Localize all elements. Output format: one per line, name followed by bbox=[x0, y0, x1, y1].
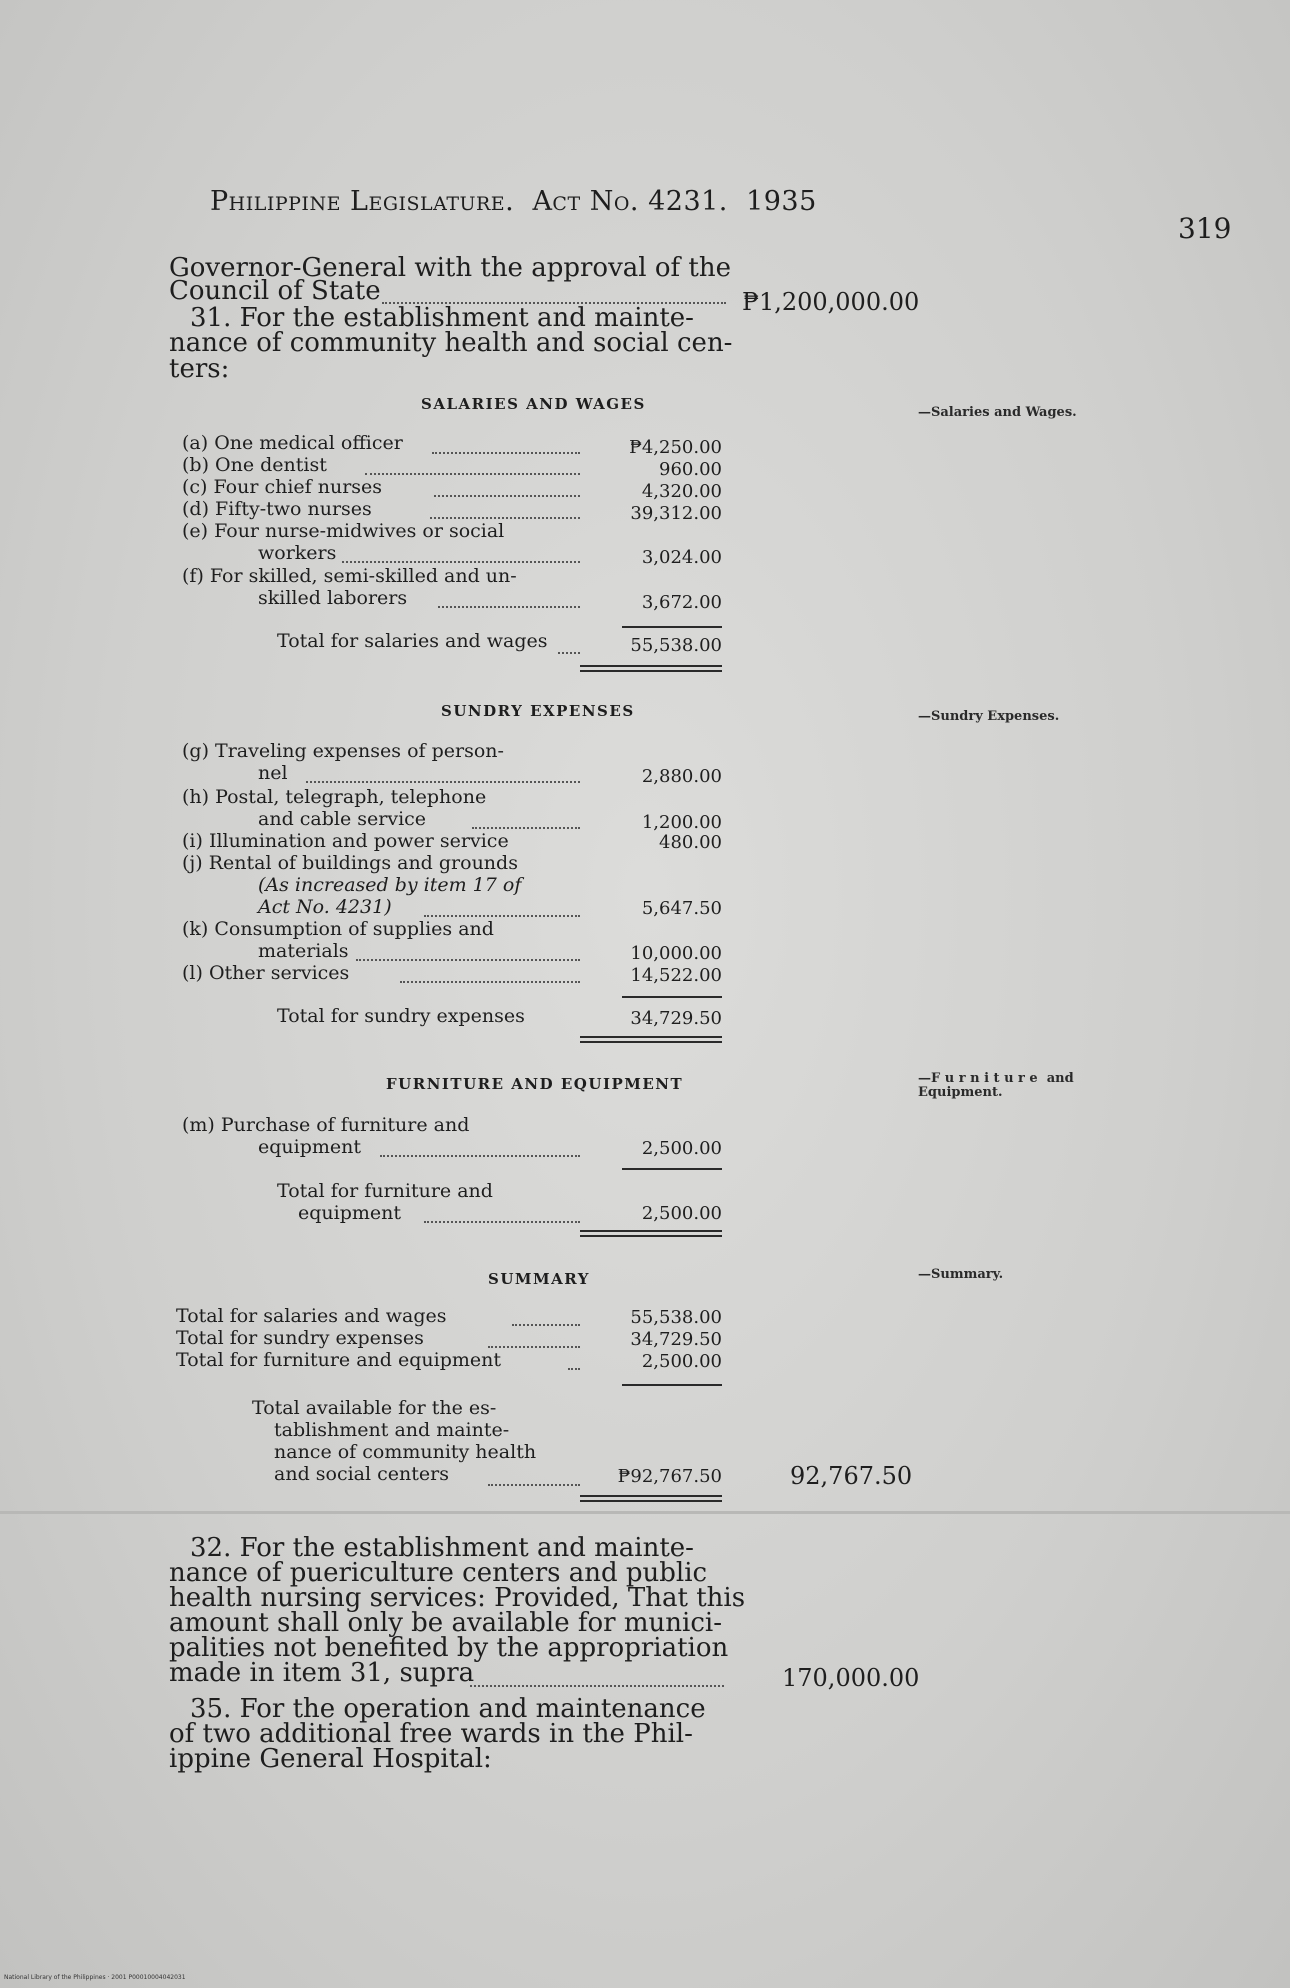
summary-margin-note: —Summary. bbox=[918, 1267, 1004, 1282]
salaries-total: 55,538.00 bbox=[630, 635, 722, 656]
sundry-amount-g: 2,880.00 bbox=[641, 766, 722, 787]
salary-item-a: (a) One medical officer bbox=[182, 432, 403, 454]
sundry-item-j-cont-1 bbox=[258, 874, 521, 896]
item32-line-5: palities not benefited by the appropriation bbox=[169, 1633, 729, 1663]
salary-item-e-cont: workers bbox=[258, 542, 337, 564]
sundry-total: 34,729.50 bbox=[630, 1008, 722, 1029]
page-fold bbox=[0, 1511, 1290, 1514]
salary-amount-e: 3,024.00 bbox=[641, 547, 722, 568]
furniture-margin-note-2: Equipment. bbox=[918, 1085, 1003, 1100]
salary-item-d: (d) Fifty-two nurses bbox=[182, 498, 372, 520]
item31-line-3: ters: bbox=[169, 354, 230, 384]
item32-line-1: 32. For the establishment and mainte- bbox=[190, 1533, 694, 1563]
running-header bbox=[210, 186, 817, 217]
leader-dots bbox=[430, 517, 580, 519]
item35-line-2: of two additional free wards in the Phil- bbox=[169, 1719, 693, 1749]
sundry-amount-i: 480.00 bbox=[659, 832, 722, 853]
sundry-item-k-cont: materials bbox=[258, 940, 349, 962]
leader-dots bbox=[512, 1324, 580, 1326]
leader-dots bbox=[432, 452, 580, 454]
salary-item-b: (b) One dentist bbox=[182, 454, 327, 476]
header-legislature: Philippine Legislature. bbox=[210, 186, 515, 217]
item32-line-3: health nursing services: Provided, That this bbox=[169, 1583, 746, 1613]
leader-dots bbox=[438, 606, 580, 608]
sundry-margin-note: —Sundry Expenses. bbox=[918, 709, 1060, 724]
furniture-item-m-cont: equipment bbox=[258, 1136, 362, 1158]
summary-row-1: Total for salaries and wages bbox=[176, 1305, 447, 1327]
leader-dots bbox=[434, 495, 580, 497]
salaries-total-label: Total for salaries and wages bbox=[277, 630, 548, 652]
rule-line bbox=[622, 1384, 722, 1386]
sundry-heading: SUNDRY EXPENSES bbox=[441, 702, 635, 720]
rule-line bbox=[622, 626, 722, 628]
sundry-total-label: Total for sundry expenses bbox=[277, 1005, 525, 1027]
salary-amount-f: 3,672.00 bbox=[641, 592, 722, 613]
summary-total-line-1: Total available for the es- bbox=[252, 1397, 497, 1419]
intro-amount: ₱1,200,000.00 bbox=[742, 288, 920, 316]
furniture-heading: FURNITURE AND EQUIPMENT bbox=[386, 1075, 684, 1093]
furniture-total: 2,500.00 bbox=[641, 1203, 722, 1224]
salary-amount-b: 960.00 bbox=[659, 459, 722, 480]
italic-note: (As increased by item 17 of bbox=[258, 874, 522, 896]
summary-row-3: Total for furniture and equipment bbox=[176, 1349, 501, 1371]
sundry-amount-l: 14,522.00 bbox=[630, 965, 722, 986]
leader-dots bbox=[380, 1155, 580, 1157]
summary-amount-1: 55,538.00 bbox=[630, 1307, 722, 1328]
item31-line-2: nance of community health and social cen- bbox=[169, 328, 733, 358]
leader-dots bbox=[342, 561, 580, 563]
salary-item-c: (c) Four chief nurses bbox=[182, 476, 383, 498]
sundry-item-h-cont: and cable service bbox=[258, 808, 427, 830]
sundry-item-l: (l) Other services bbox=[182, 962, 350, 984]
italic-note: Act No. 4231) bbox=[258, 896, 392, 918]
item35-line-1: 35. For the operation and maintenance bbox=[190, 1694, 706, 1724]
sundry-item-i: (i) Illumination and power service bbox=[182, 830, 509, 852]
item35-line-3: ippine General Hospital: bbox=[169, 1744, 492, 1774]
source-footer: National Library of the Philippines · 2001 P00010004042031 bbox=[4, 1974, 186, 1981]
leader-dots bbox=[400, 981, 580, 983]
summary-row-2: Total for sundry expenses bbox=[176, 1327, 424, 1349]
header-act: Act No. 4231. bbox=[532, 186, 728, 217]
sundry-amount-k: 10,000.00 bbox=[630, 943, 722, 964]
leader-dots bbox=[568, 1368, 580, 1370]
salaries-heading: SALARIES AND WAGES bbox=[421, 395, 646, 413]
salaries-margin-note: —Salaries and Wages. bbox=[918, 405, 1077, 420]
leader-dots bbox=[365, 473, 580, 475]
rule-line bbox=[622, 996, 722, 998]
intro-line-2: Council of State bbox=[169, 276, 381, 306]
salary-item-e: (e) Four nurse-midwives or social bbox=[182, 520, 505, 542]
salary-amount-c: 4,320.00 bbox=[641, 481, 722, 502]
furniture-amount-m: 2,500.00 bbox=[641, 1138, 722, 1159]
sundry-item-k: (k) Consumption of supplies and bbox=[182, 918, 494, 940]
furniture-margin-note-1: —F u r n i t u r e and bbox=[918, 1071, 1074, 1086]
rule-line bbox=[622, 1168, 722, 1170]
summary-total-line-2: tablishment and mainte- bbox=[274, 1419, 510, 1441]
leader-dots bbox=[356, 959, 580, 961]
furniture-total-label-1: Total for furniture and bbox=[277, 1180, 493, 1202]
sundry-item-g: (g) Traveling expenses of person- bbox=[182, 740, 504, 762]
carried-amount: 92,767.50 bbox=[790, 1462, 913, 1490]
summary-total-line-4: and social centers bbox=[274, 1463, 449, 1485]
item32-line-4: amount shall only be available for munici- bbox=[169, 1608, 722, 1638]
double-rule bbox=[580, 1036, 722, 1043]
item32-line-6: made in item 31, supra bbox=[169, 1658, 475, 1688]
salary-amount-d: 39,312.00 bbox=[630, 503, 722, 524]
salary-amount-a: ₱4,250.00 bbox=[629, 437, 722, 458]
summary-total-line-3: nance of community health bbox=[274, 1441, 537, 1463]
leader-dots bbox=[488, 1346, 580, 1348]
salary-item-f-cont: skilled laborers bbox=[258, 587, 408, 609]
sundry-item-g-cont: nel bbox=[258, 762, 288, 784]
double-rule bbox=[580, 1230, 722, 1237]
leader-dots bbox=[488, 1484, 580, 1486]
item32-amount: 170,000.00 bbox=[782, 1664, 920, 1692]
salary-item-f: (f) For skilled, semi-skilled and un- bbox=[182, 565, 517, 587]
summary-amount-2: 34,729.50 bbox=[630, 1329, 722, 1350]
page-number: 319 bbox=[1178, 212, 1232, 245]
sundry-item-h: (h) Postal, telegraph, telephone bbox=[182, 786, 487, 808]
sundry-item-j: (j) Rental of buildings and grounds bbox=[182, 852, 518, 874]
leader-dots bbox=[424, 1221, 580, 1223]
leader-dots bbox=[470, 1685, 724, 1687]
leader-dots bbox=[424, 915, 580, 917]
sundry-item-j-cont-2 bbox=[258, 896, 392, 918]
sundry-amount-j: 5,647.50 bbox=[641, 898, 722, 919]
furniture-item-m: (m) Purchase of furniture and bbox=[182, 1114, 470, 1136]
leader-dots bbox=[306, 781, 580, 783]
intro-line-1: Governor-General with the approval of the bbox=[169, 253, 731, 283]
double-rule bbox=[580, 1495, 722, 1502]
item31-line-1: 31. For the establishment and mainte- bbox=[190, 303, 694, 333]
leader-dots bbox=[558, 652, 580, 654]
furniture-total-label-2: equipment bbox=[298, 1202, 402, 1224]
leader-dots bbox=[472, 827, 580, 829]
double-rule bbox=[580, 665, 722, 672]
summary-amount-3: 2,500.00 bbox=[641, 1351, 722, 1372]
sundry-amount-h: 1,200.00 bbox=[641, 812, 722, 833]
summary-total: ₱92,767.50 bbox=[617, 1466, 722, 1487]
header-year: 1935 bbox=[746, 186, 817, 217]
item32-line-2: nance of puericulture centers and public bbox=[169, 1558, 708, 1588]
summary-heading: SUMMARY bbox=[488, 1270, 590, 1288]
